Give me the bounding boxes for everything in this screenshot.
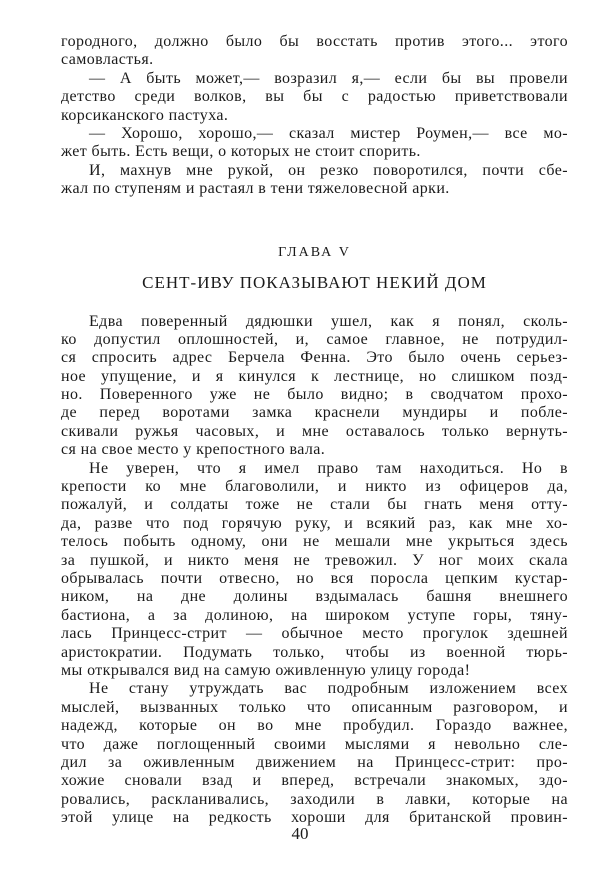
text-line: пожалуй, и солдаты тоже не стали бы гнать меня отту-: [61, 496, 568, 514]
text-line: мы открывался вид на самую оживленную улицу города!: [61, 661, 471, 679]
paragraph: [61, 460, 568, 681]
text-line: мыслей, вызванных только что описанным разговором, и: [61, 698, 568, 716]
paragraph: [61, 125, 568, 162]
chapter-text: [61, 313, 568, 828]
paragraph: [61, 162, 568, 199]
text-line: этой улице на редкость хороши для британской провин-: [61, 809, 568, 827]
text-line: детство среди волков, вы бы с радостью приветствовали: [61, 88, 568, 106]
text-line: городного, должно было бы восстать против этого... этого: [61, 33, 568, 50]
text-line: Едва поверенный дядюшки ушел, как я понял, сколь-: [89, 312, 568, 330]
text-line: надежд, которые он во мне пробудил. Гораздо важнее,: [61, 717, 568, 735]
text-line: за пушкой, и никто меня не тревожил. У ног моих скала: [61, 551, 568, 569]
text-line: — А быть может,— возразил я,— если бы вы провели: [89, 69, 568, 87]
text-line: бастиона, а за долиною, на широком уступе горы, тяну-: [61, 606, 568, 624]
text-line: жет быть. Есть вещи, о которых не стоит спорить.: [61, 143, 421, 161]
text-line: обрывалась почти отвесно, но вся поросла цепким кустар-: [61, 569, 568, 587]
text-line: аристократии. Подумать только, чтобы из военной тюрь-: [61, 643, 568, 661]
paragraph: [61, 680, 568, 827]
text-line: ником, на дне долины вздымалась башня внешнего: [61, 588, 568, 606]
text-line: ся спросить адрес Берчела Фенна. Это было очень серьез-: [61, 349, 568, 367]
text-line: лась Принцесс-стрит — обычное место прогулок здешней: [61, 625, 568, 643]
text-line: крепости ко мне благоволили, и никто из офицеров да,: [61, 478, 568, 496]
text-line: ко допустил оплошностей, и, самое главное, не потрудил-: [61, 330, 568, 348]
previous-chapter-text: [61, 33, 568, 199]
text-line: что даже поглощенный своими мыслями я невольно сле-: [61, 735, 568, 753]
text-line: И, махнув мне рукой, он резко поворотился, почти сбе-: [89, 161, 568, 179]
text-line: ся на свое место у крепостного вала.: [61, 441, 326, 459]
book-page: [61, 33, 568, 827]
paragraph: [61, 33, 568, 70]
text-line: ное упущение, и я кинулся к лестнице, но слишком позд-: [61, 367, 568, 385]
text-line: жал по ступеням и растаял в тени тяжеловесной арки.: [61, 180, 450, 198]
text-line: — Хорошо, хорошо,— сказал мистер Роумен,— все мо-: [89, 124, 568, 142]
text-line: да, разве что под горячую руку, и всякий раз, как мне хо-: [61, 514, 568, 532]
text-line: ровались, раскланивались, заходили в лавки, которые на: [61, 790, 568, 808]
text-line: Не уверен, что я имел право там находиться. Но в: [89, 459, 568, 477]
text-line: но. Поверенного уже не было видно; в сводчатом прохо-: [61, 386, 568, 404]
chapter-title: СЕНТ-ИВУ ПОКАЗЫВАЮТ НЕКИЙ ДОМ: [142, 272, 487, 292]
chapter-label: ГЛАВА V: [278, 244, 351, 260]
paragraph: [61, 70, 568, 125]
text-line: хожие сновали взад и вперед, встречали знакомых, здо-: [61, 772, 568, 790]
text-line: де перед воротами замка краснели мундиры и побле-: [61, 404, 568, 422]
text-line: скивали ружья часовых, и мне оставалось только вернуть-: [61, 422, 568, 440]
text-line: телось побыть одному, они не мешали мне укрыться здесь: [61, 533, 568, 551]
text-line: Не стану утруждать вас подробным изложением всех: [89, 680, 568, 698]
text-line: корсиканского пастуха.: [61, 106, 229, 124]
text-line: самовластья.: [61, 51, 154, 69]
paragraph: [61, 313, 568, 460]
text-line: дил за оживленным движением на Принцесс-стрит: про-: [61, 753, 568, 771]
page-number: 40: [291, 824, 309, 843]
